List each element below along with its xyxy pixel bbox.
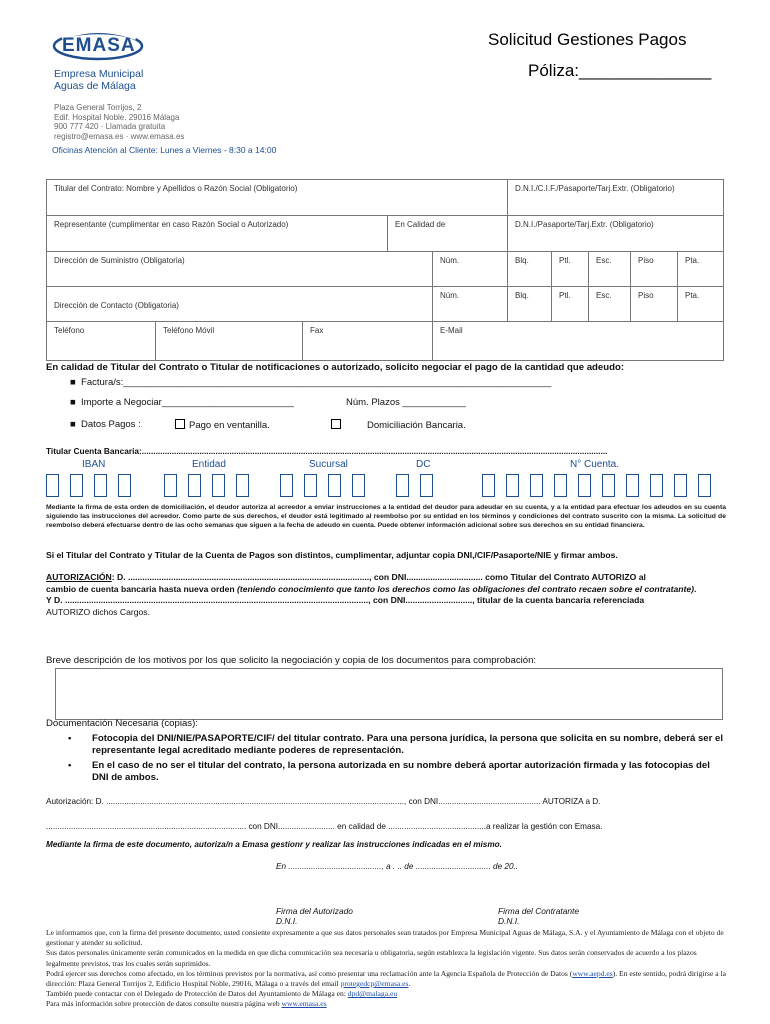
iban-digit-box[interactable] (164, 474, 177, 497)
domiciliacion-option[interactable]: Domiciliación Bancaria. (331, 419, 466, 431)
data-protection-notice: Le informamos que, con la firma del presente documento, usted consiente expresamente a que sus datos personales sean tratados por Empresa Municipal Aguas de Málaga, S.A. y el Ayuntamiento de Málaga con el objeto de gestionar y atender su solicitud. Sus datos personales únicamente serán comunicados en la medida en que dicha comunicación sea necesaria u obligatoria, según establezca la legislación vigente. Sus datos serán conservados de acuerdo a los plazos legalmente previstos, tras los cuales serán suprimidos. Podrá ejercer sus derechos como afectado, en los términos previstos por la normativa, así como presentar una reclamación ante la Agencia Española de Protección de Datos (www.aepd.es). En este sentido, podrá dirigirse a la dirección: Plaza General Torrijos 2, Edificio Hospital Noble, 29016, Málaga o a través del email protegedcp@emasa.es. También puede contactar con el Delegado de Protección de Datos del Ayuntamiento de Málaga en: dpd@malaga.eu Para más información sobre protección de datos consulte nuestra página web www.emasa.es (46, 928, 726, 1009)
iban-digit-box[interactable] (118, 474, 131, 497)
iban-digit-box[interactable] (530, 474, 543, 497)
representante-dni-field[interactable]: D.N.I./Pasaporte/Tarj.Extr. (Obligatorio) (508, 216, 723, 252)
iban-digit-box[interactable] (650, 474, 663, 497)
email-field[interactable]: E-Mail (440, 326, 463, 335)
page-title: Solicitud Gestiones Pagos (488, 30, 687, 49)
suministro-esc-field[interactable]: Esc. (589, 252, 631, 287)
bullet-dot-icon: • (68, 760, 72, 771)
autorizacion-note: (teniendo conocimiento que tanto los derechos como las obligaciones del contrato recaen sobre el contratante) (237, 583, 695, 594)
firma-autorizado-label: Firma del Autorizado (276, 906, 353, 916)
autorizacion-firma-line2[interactable]: ........................................................................................ con DNI......................... en calidad de ...........................................a realizar la gestión con Emasa. (46, 822, 603, 831)
iban-digit-box[interactable] (698, 474, 711, 497)
iban-digit-box[interactable] (304, 474, 317, 497)
plazos-line[interactable]: Núm. Plazos ____________ (346, 397, 466, 408)
applicant-data-grid (46, 179, 724, 361)
emasa-logo (50, 26, 150, 66)
datos-pagos-line: ■ Datos Pagos : (70, 419, 141, 430)
bullet-dot-icon: • (68, 733, 72, 744)
entidad-label: Entidad (192, 459, 226, 470)
iban-digit-box[interactable] (352, 474, 365, 497)
representante-field[interactable]: Representante (cumplimentar en caso Razón Social o Autorizado) (47, 216, 388, 252)
autorizacion-line3[interactable]: Y D. ..............................................................................................................................., con DNI............................, titular de la cuenta bancaria referenciada (46, 595, 645, 605)
iban-digit-boxes (46, 474, 722, 499)
pago-ventanilla-option[interactable]: Pago en ventanilla. (175, 419, 270, 431)
dni-contratante-label: D.N.I. (498, 916, 520, 926)
square-bullet-icon: ■ (70, 419, 76, 430)
documentacion-item-2: En el caso de no ser el titular del contrato, la persona autorizada en su nombre deberá aportar autorización firmada y las fotocopias del DNI de ambos. (92, 760, 710, 783)
lugar-fecha-line[interactable]: En ........................................., a . .. de ................................. de 20.. (276, 862, 519, 871)
contacto-blq-field[interactable]: Blq. (508, 287, 552, 322)
en-calidad-field[interactable]: En Calidad de (388, 216, 508, 252)
iban-digit-box[interactable] (236, 474, 249, 497)
contacto-pta-field[interactable]: Pta. (678, 287, 723, 322)
autorizacion-line4: AUTORIZO dichos Cargos. (46, 606, 150, 617)
autorizacion-line1[interactable]: : D. ....................................................................................................., con DNI................................ como Titular del Contrato AUTORIZO al (111, 572, 646, 582)
contacto-esc-field[interactable]: Esc. (589, 287, 631, 322)
autorizacion-block: AUTORIZACIÓN: D. ....................................................................................................., con DNI................................ como Titular del Contrato AUTORIZO al cambio de cuenta bancaria hasta nueva orden (teniendo conocimiento que tanto los derechos como las obligaciones del contrato recaen sobre el contratante). Y D. ..............................................................................................................................., con DNI............................, titular de la cuenta bancaria referenciada AUTORIZO dichos Cargos. (46, 572, 724, 618)
company-address: Plaza General Torrijos, 2 Edif. Hospital Noble. 29016 Málaga 900 777 420 · Llamada gratuita registro@emasa.es · www.emasa.es (54, 103, 185, 141)
iban-digit-box[interactable] (674, 474, 687, 497)
telefono-field[interactable]: Teléfono (47, 322, 156, 360)
suministro-blq-field[interactable]: Blq. (508, 252, 552, 287)
contacto-num-field[interactable]: Núm. (433, 287, 508, 322)
dni-autorizado-label: D.N.I. (276, 916, 298, 926)
direccion-contacto-field[interactable]: Dirección de Contacto (Obligatoria) (47, 287, 433, 322)
suministro-num-field[interactable]: Núm. (433, 252, 508, 287)
company-name: Empresa Municipal Aguas de Málaga (54, 68, 144, 92)
titular-dni-field[interactable]: D.N.I./C.I.F./Pasaporte/Tarj.Extr. (Obligatorio) (508, 180, 723, 216)
dpd-email-link[interactable]: dpd@malaga.eu (347, 989, 398, 999)
contacto-piso-field[interactable]: Piso (631, 287, 678, 322)
suministro-piso-field[interactable]: Piso (631, 252, 678, 287)
documentacion-item-1: Fotocopia del DNI/NIE/PASAPORTE/CIF/ del titular contrato. Para una persona jurídica, la persona que solicita en su nombre, deberá ser el representante legal acreditado mediante poderes de representación. (92, 733, 724, 756)
aepd-link[interactable]: www.aepd.es (572, 968, 613, 978)
iban-digit-box[interactable] (554, 474, 567, 497)
iban-digit-box[interactable] (626, 474, 639, 497)
facturas-line[interactable]: ■ Factura/s:_________________________________________________________________________________ (70, 377, 552, 388)
telefono-movil-field[interactable]: Teléfono Móvil (156, 322, 303, 360)
suministro-ptl-field[interactable]: Ptl. (552, 252, 589, 287)
domiciliacion-checkbox[interactable] (331, 419, 341, 429)
iban-digit-box[interactable] (212, 474, 225, 497)
ventanilla-checkbox[interactable] (175, 419, 185, 429)
iban-digit-box[interactable] (396, 474, 409, 497)
office-hours: Oficinas Atención al Cliente: Lunes a Viernes - 8:30 a 14:00 (52, 145, 277, 155)
mandate-text: Mediante la firma de esta orden de domiciliación, el deudor autoriza al acreedor a enviar instrucciones a la entidad del deudor para adeudar en su cuenta, y a la entidad para efectuar los adeudos en su cuenta siguiendo las instrucciones del acreedor. Como parte de sus derechos, el deudor está legitimado al reembolso por su entidad en los términos y condiciones del contrato suscrito con la misma. La solicitud de reembolso deberá efectuarse dentro de las ocho semanas que siguen a la fecha de adeudo en cuenta. Puede obtener información adicional sobre sus derechos en su entidad financiera. (46, 504, 726, 529)
mediante-firma-text: Mediante la firma de este documento, autoriza/n a Emasa gestionr y realizar las instrucciones indicadas en el mismo. (46, 840, 502, 849)
autorizacion-label: AUTORIZACIÓN (46, 572, 112, 582)
autorizacion-firma-line1[interactable]: Autorización: D. ..................................................................................................................................., con DNI............................................. AUTORIZA a D. (46, 797, 601, 806)
iban-digit-box[interactable] (70, 474, 83, 497)
iban-digit-box[interactable] (46, 474, 59, 497)
importe-line[interactable]: ■ Importe a Negociar_________________________ (70, 397, 294, 408)
documentacion-heading: Documentación Necesaria (copias): (46, 718, 198, 729)
cuenta-label: N° Cuenta. (570, 459, 620, 470)
iban-digit-box[interactable] (482, 474, 495, 497)
iban-digit-box[interactable] (420, 474, 433, 497)
square-bullet-icon: ■ (70, 397, 76, 408)
sucursal-label: Sucursal (309, 459, 348, 470)
suministro-pta-field[interactable]: Pta. (678, 252, 723, 287)
contacto-ptl-field[interactable]: Ptl. (552, 287, 589, 322)
iban-digit-box[interactable] (578, 474, 591, 497)
motivos-heading: Breve descripción de los motivos por los que solicito la negociación y copia de los documentos para comprobación: (46, 655, 537, 666)
si-titular-note: Si el Titular del Contrato y Titular de la Cuenta de Pagos son distintos, cumplimentar, adjuntar copia DNI,/CIF/Pasaporte/NIE y firmar ambos. (46, 550, 618, 560)
titular-field[interactable]: Titular del Contrato: Nombre y Apellidos o Razón Social (Obligatorio) (47, 180, 508, 216)
iban-digit-box[interactable] (280, 474, 293, 497)
dc-label: DC (416, 459, 431, 470)
iban-digit-box[interactable] (328, 474, 341, 497)
protegedcp-email-link[interactable]: protegedcp@emasa.es (340, 979, 409, 989)
iban-digit-box[interactable] (602, 474, 615, 497)
motivos-textarea[interactable] (55, 668, 723, 720)
autorizacion-line2: cambio de cuenta bancaria hasta nueva orden (46, 583, 238, 594)
request-intro: En calidad de Titular del Contrato o Titular de notificaciones o autorizado, solicito negociar el pago de la cantidad que adeudo: (46, 362, 625, 373)
poliza-field[interactable]: Póliza:______________ (528, 61, 712, 80)
iban-label: IBAN (82, 459, 106, 470)
emasa-web-link[interactable]: www.emasa.es (281, 999, 327, 1009)
iban-digit-box[interactable] (506, 474, 519, 497)
direccion-suministro-field[interactable]: Dirección de Suministro (Obligatoria) (47, 252, 433, 287)
titular-cuenta-line[interactable]: Titular Cuenta Bancaria:.......................................................................................................................................................................................................... (46, 446, 608, 456)
logo-text: EMASA (62, 35, 136, 56)
fax-field[interactable]: Fax (303, 322, 433, 360)
firma-contratante-label: Firma del Contratante (498, 906, 579, 916)
square-bullet-icon: ■ (70, 377, 76, 388)
iban-digit-box[interactable] (94, 474, 107, 497)
iban-digit-box[interactable] (188, 474, 201, 497)
